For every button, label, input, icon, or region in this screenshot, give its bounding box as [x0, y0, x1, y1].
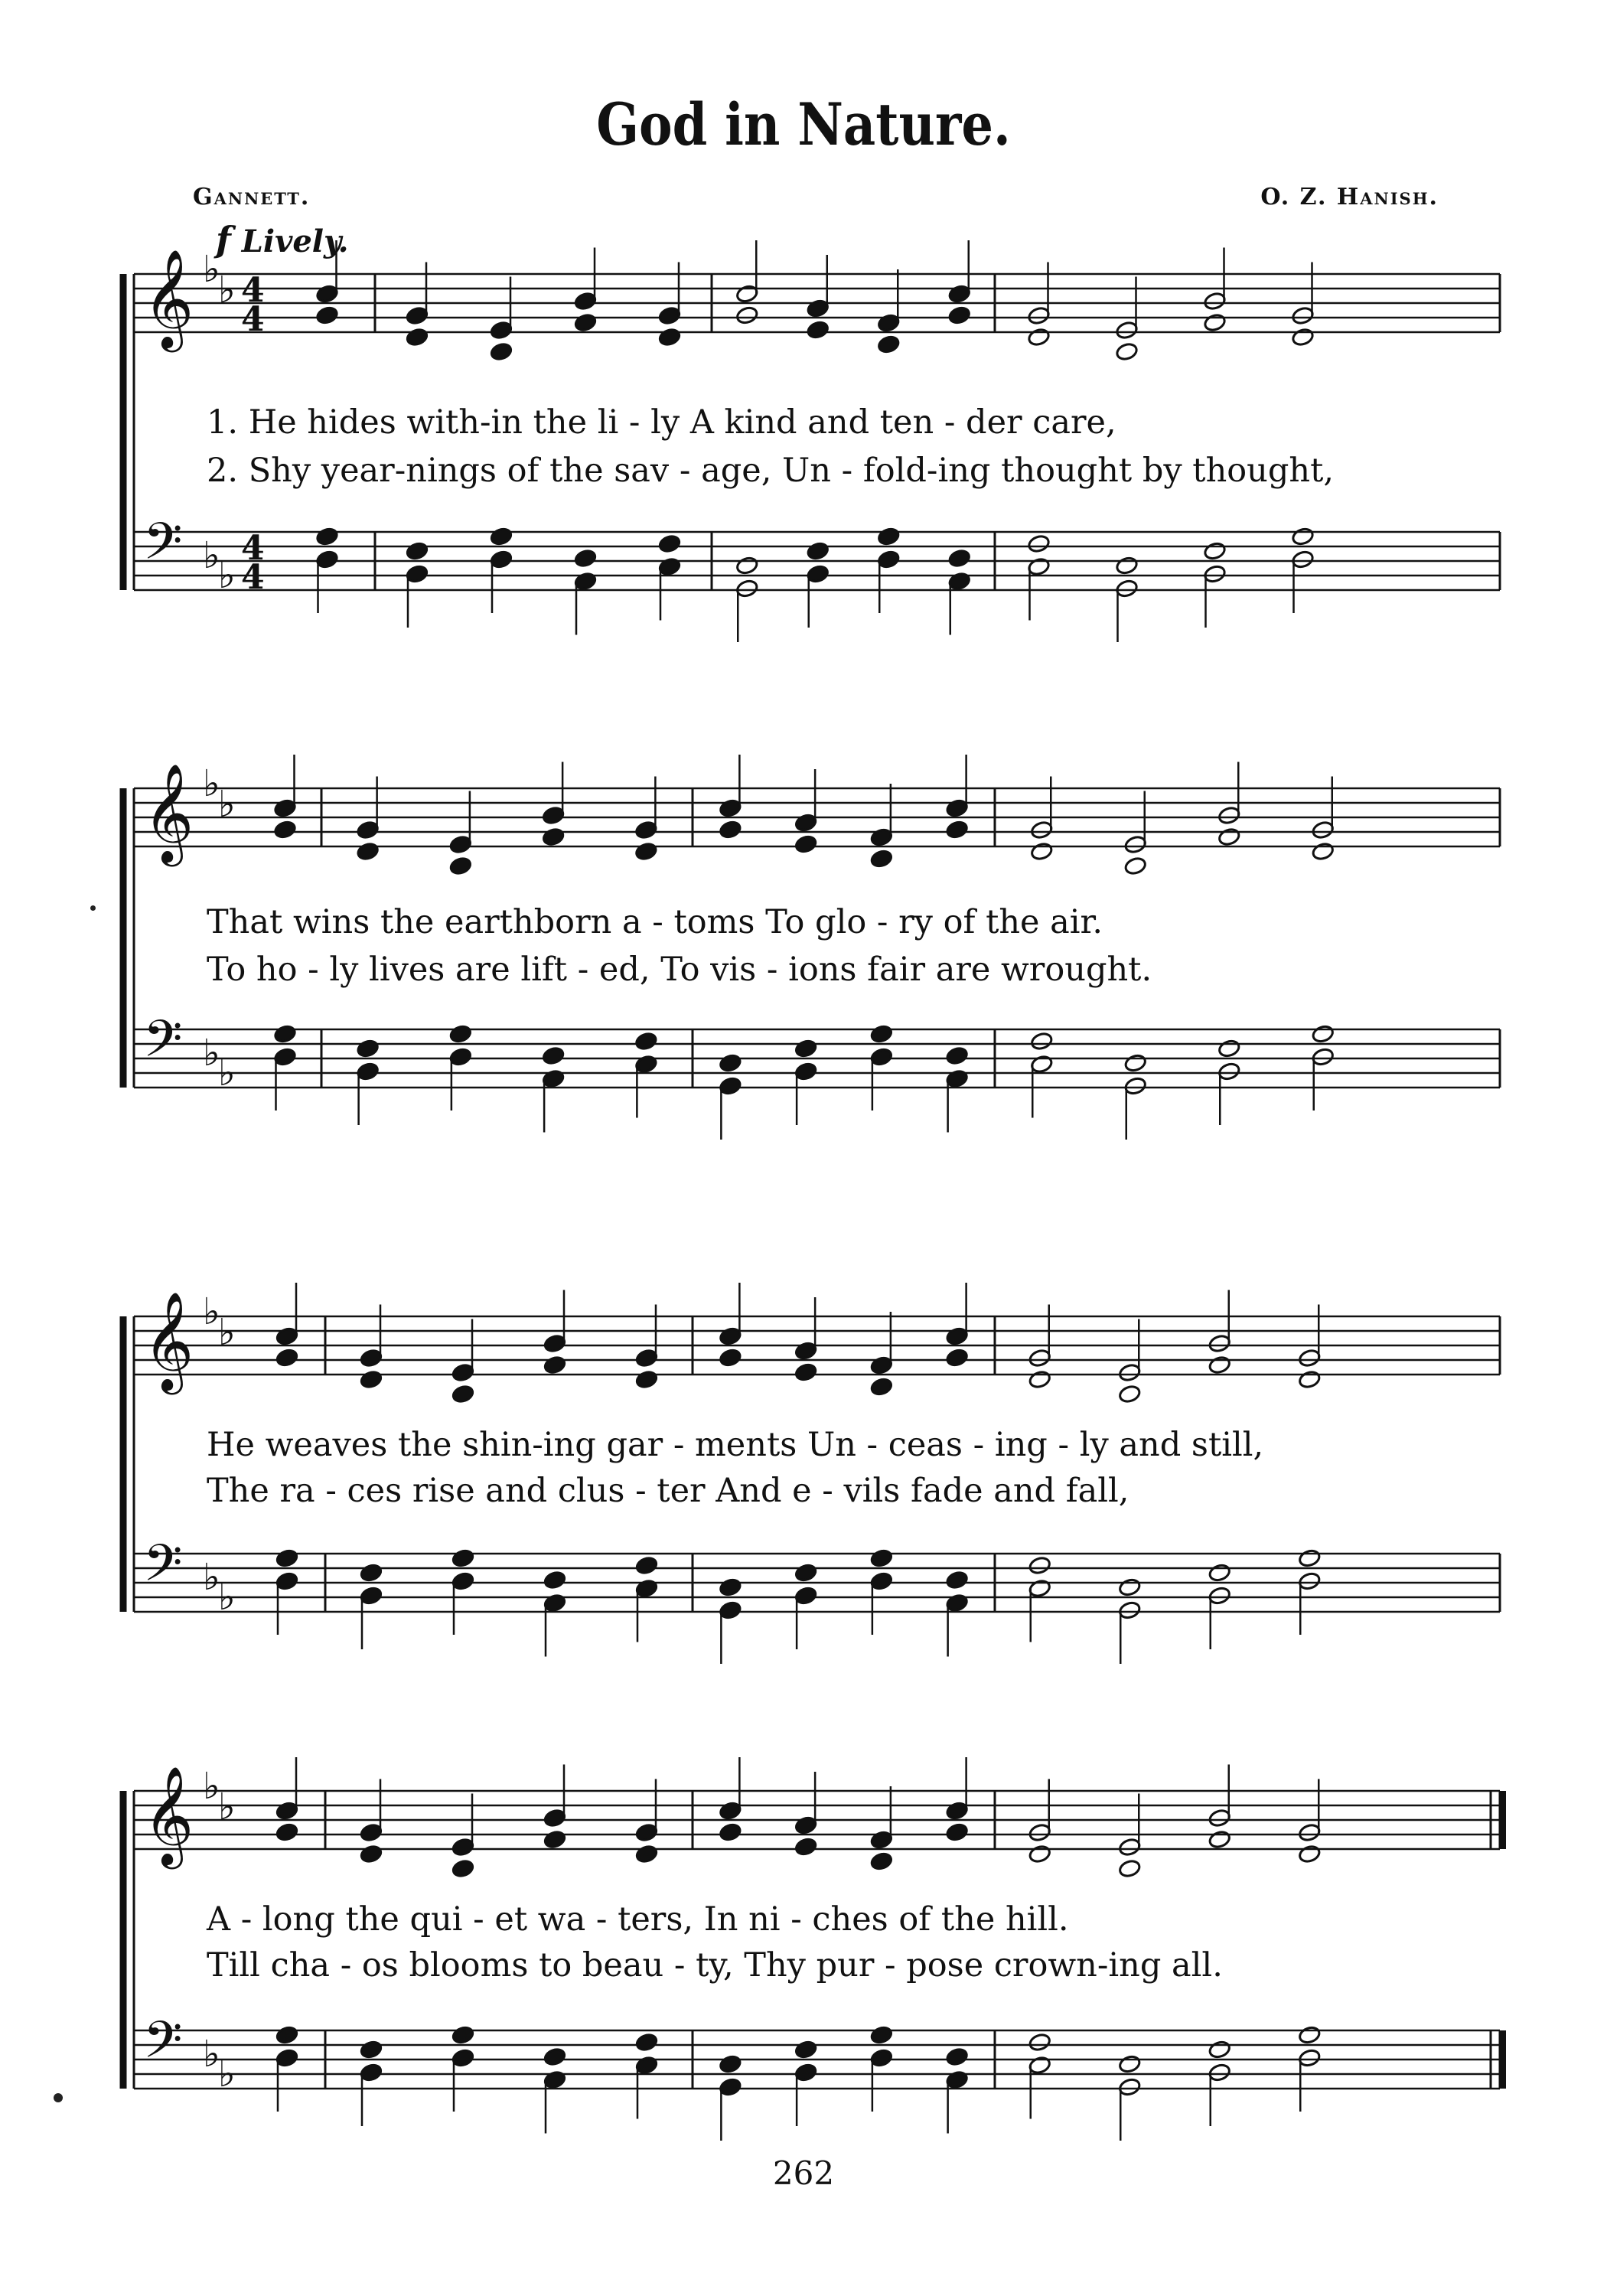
lyric-verse-2: 2. Shy year-nings of the sav - age, Un - fold-ing thought by thought,: [207, 452, 1335, 490]
note-head: [315, 284, 339, 304]
note-head: [719, 1348, 742, 1368]
note-head: [1208, 1355, 1231, 1375]
note-head: [356, 820, 380, 840]
lyric-verse-1: 1. He hides with-in the li - ly A kind and ten - der care,: [207, 403, 1116, 442]
note-head: [794, 1586, 818, 1606]
margin-dot: [90, 905, 96, 911]
note-head: [490, 527, 513, 546]
note-head: [870, 1548, 894, 1568]
flat-icon: ♭: [203, 2033, 220, 2076]
note-head: [1203, 292, 1227, 311]
note-head: [945, 2070, 969, 2090]
note-head: [1208, 2040, 1231, 2060]
note-head: [1118, 2077, 1142, 2097]
lyric-verse-2: The ra - ces rise and clus - ter And e - vils fade and fall,: [207, 1472, 1129, 1510]
note-head: [947, 305, 971, 325]
note-head: [635, 1349, 659, 1368]
note-head: [794, 834, 818, 854]
note-head: [870, 1377, 894, 1397]
note-head: [806, 564, 830, 584]
music-system-4: [0, 1741, 1607, 2277]
note-head: [719, 1053, 742, 1073]
note-head: [1208, 1586, 1231, 1606]
staff-graphic: [0, 750, 1607, 1286]
note-head: [735, 284, 759, 304]
note-head: [635, 1844, 659, 1864]
note-head: [1027, 557, 1051, 577]
note-head: [719, 798, 742, 818]
flat-icon: ♭: [218, 554, 236, 597]
note-head: [451, 1859, 475, 1879]
staff-graphic: [0, 1741, 1607, 2277]
note-head: [1311, 820, 1335, 840]
note-head: [1115, 342, 1139, 362]
note-head: [360, 1349, 383, 1368]
note-head: [1027, 306, 1051, 326]
treble-clef-icon: 𝄞: [143, 249, 194, 348]
note-head: [806, 298, 830, 318]
note-head: [1123, 856, 1147, 876]
note-head: [1027, 534, 1051, 554]
bass-clef-icon: 𝄢: [143, 512, 183, 583]
note-head: [360, 1823, 383, 1843]
note-head: [1208, 2063, 1231, 2082]
note-head: [870, 1355, 894, 1375]
note-head: [947, 572, 971, 592]
note-head: [719, 1600, 742, 1620]
note-head: [870, 849, 894, 869]
note-head: [794, 2040, 818, 2060]
treble-clef-icon: 𝄞: [143, 1766, 194, 1865]
note-head: [634, 820, 658, 840]
note-head: [658, 534, 682, 554]
margin-dot: [54, 2093, 63, 2102]
note-head: [360, 1563, 383, 1583]
staff-lines-group: [123, 755, 1500, 1140]
note-head: [1298, 1548, 1322, 1568]
flat-icon: ♭: [203, 1765, 220, 1808]
note-head: [1217, 1039, 1241, 1058]
note-head: [735, 305, 759, 325]
note-head: [449, 856, 473, 876]
note-head: [1291, 328, 1315, 347]
note-head: [945, 1570, 969, 1590]
note-head: [1118, 2054, 1142, 2074]
lyric-verse-1: He weaves the shin-ing gar - ments Un - ceas - ing - ly and still,: [207, 1426, 1264, 1464]
treble-clef-icon: 𝄞: [143, 1291, 194, 1391]
note-head: [542, 827, 566, 847]
note-head: [794, 1563, 818, 1583]
note-head: [1291, 306, 1315, 326]
note-head: [1115, 579, 1139, 598]
note-head: [490, 321, 513, 341]
note-head: [360, 2040, 383, 2060]
note-head: [719, 2054, 742, 2074]
note-head: [1118, 1577, 1142, 1597]
note-head: [1291, 527, 1315, 546]
note-head: [635, 1823, 659, 1843]
note-head: [870, 1047, 894, 1067]
flat-icon: ♭: [218, 1311, 236, 1354]
note-head: [1028, 2056, 1051, 2076]
time-signature-top: 4: [241, 271, 265, 310]
note-head: [1028, 1844, 1051, 1864]
flat-icon: ♭: [203, 534, 220, 577]
note-head: [451, 1838, 475, 1857]
note-head: [275, 1548, 299, 1568]
note-head: [1203, 541, 1227, 561]
note-head: [1123, 835, 1147, 855]
note-head: [315, 305, 339, 325]
note-head: [542, 806, 566, 826]
note-head: [806, 320, 830, 340]
note-head: [945, 820, 969, 840]
note-head: [870, 1851, 894, 1871]
note-head: [1030, 1032, 1054, 1052]
note-head: [1298, 1823, 1322, 1843]
note-head: [635, 2033, 659, 2053]
lyricist-credit: Gannett.: [193, 184, 311, 210]
note-head: [870, 2025, 894, 2045]
note-head: [870, 827, 894, 847]
note-head: [635, 1370, 659, 1390]
note-head: [360, 1586, 383, 1606]
note-head: [1123, 1076, 1147, 1096]
note-head: [877, 550, 901, 569]
note-head: [634, 842, 658, 862]
note-head: [719, 1822, 742, 1842]
note-head: [635, 2056, 659, 2076]
note-head: [1118, 1600, 1142, 1620]
staff-graphic: [0, 1274, 1607, 1810]
note-head: [794, 2063, 818, 2082]
note-head: [275, 1348, 299, 1368]
note-head: [870, 1571, 894, 1591]
note-head: [574, 572, 598, 592]
note-head: [806, 541, 830, 561]
note-head: [449, 1047, 473, 1067]
note-head: [947, 284, 971, 304]
note-head: [490, 550, 513, 569]
note-head: [543, 2070, 567, 2090]
note-head: [1298, 2048, 1322, 2068]
note-head: [877, 527, 901, 546]
composer-credit: O. Z. Hanish.: [1260, 184, 1439, 210]
note-head: [1123, 1053, 1147, 1073]
note-head: [870, 2048, 894, 2068]
note-head: [542, 1046, 566, 1066]
note-head: [275, 2025, 299, 2045]
note-head: [574, 292, 598, 311]
note-head: [1030, 842, 1054, 862]
note-head: [275, 1571, 299, 1591]
flat-icon: ♭: [218, 1786, 236, 1828]
note-head: [719, 1326, 742, 1346]
treble-clef-icon: 𝄞: [143, 763, 194, 863]
flat-icon: ♭: [203, 1032, 220, 1075]
note-head: [451, 2048, 475, 2068]
note-head: [1027, 328, 1051, 347]
note-head: [1028, 1370, 1051, 1390]
note-head: [945, 1822, 969, 1842]
note-head: [360, 1370, 383, 1390]
note-head: [658, 306, 682, 326]
note-head: [543, 2047, 567, 2067]
staff-graphic: [0, 230, 1607, 765]
note-head: [451, 1384, 475, 1404]
note-head: [719, 2077, 742, 2097]
note-head: [451, 1571, 475, 1591]
time-signature-bottom: 4: [241, 300, 265, 339]
note-head: [315, 527, 339, 546]
note-head: [945, 1348, 969, 1368]
time-signature-top: 4: [241, 529, 265, 568]
note-head: [574, 313, 598, 333]
note-head: [1311, 1024, 1335, 1044]
lyric-verse-2: Till cha - os blooms to beau - ty, Thy pur - pose crown-ing all.: [207, 1946, 1223, 1985]
note-head: [794, 813, 818, 833]
flat-icon: ♭: [218, 1576, 236, 1619]
note-head: [1118, 1384, 1142, 1404]
note-head: [1311, 1047, 1335, 1067]
note-head: [945, 1801, 969, 1821]
note-head: [543, 1808, 567, 1828]
music-system-1: [0, 230, 1607, 765]
note-head: [947, 549, 971, 569]
note-head: [275, 1822, 299, 1842]
note-head: [658, 328, 682, 347]
note-head: [1298, 1349, 1322, 1368]
note-head: [406, 564, 429, 584]
note-head: [406, 328, 429, 347]
bass-clef-icon: 𝄢: [143, 1009, 183, 1081]
tempo-text: Lively.: [241, 223, 349, 259]
note-head: [449, 1024, 473, 1044]
note-head: [1217, 806, 1241, 826]
note-head: [360, 2063, 383, 2082]
note-head: [1030, 820, 1054, 840]
note-head: [1208, 1808, 1231, 1828]
note-head: [1203, 564, 1227, 584]
note-head: [945, 1326, 969, 1346]
note-head: [1028, 1349, 1051, 1368]
note-head: [877, 313, 901, 333]
flat-icon: ♭: [218, 269, 236, 311]
note-head: [945, 1593, 969, 1613]
bass-clef-icon: 𝄢: [143, 1534, 183, 1605]
bass-clef-icon: 𝄢: [143, 2011, 183, 2082]
note-head: [634, 1055, 658, 1075]
flat-icon: ♭: [203, 1290, 220, 1333]
note-head: [273, 820, 297, 840]
note-head: [1311, 842, 1335, 862]
note-head: [945, 2047, 969, 2067]
note-head: [1115, 556, 1139, 576]
note-head: [1298, 1370, 1322, 1390]
note-head: [542, 1069, 566, 1089]
note-head: [543, 1593, 567, 1613]
dynamic-marking: f: [216, 219, 231, 260]
flat-icon: ♭: [203, 762, 220, 805]
flat-icon: ♭: [203, 1556, 220, 1599]
note-head: [870, 1830, 894, 1850]
lyric-verse-1: A - long the qui - et wa - ters, In ni - ches of the hill.: [207, 1900, 1069, 1939]
flat-icon: ♭: [218, 2053, 236, 2095]
note-head: [1030, 1055, 1054, 1075]
lyric-verse-2: To ho - ly lives are lift - ed, To vis - ions fair are wrought.: [207, 951, 1152, 989]
note-head: [719, 1577, 742, 1597]
note-head: [794, 1062, 818, 1081]
note-head: [719, 1076, 742, 1096]
note-head: [1203, 313, 1227, 333]
music-system-3: [0, 1274, 1607, 1810]
hymn-title: God in Nature.: [596, 90, 1011, 158]
note-head: [451, 1548, 475, 1568]
note-head: [1298, 1844, 1322, 1864]
note-head: [1291, 550, 1315, 569]
note-head: [794, 1341, 818, 1361]
time-signature-bottom: 4: [241, 558, 265, 597]
note-head: [1298, 2025, 1322, 2045]
note-head: [794, 1815, 818, 1835]
note-head: [356, 1039, 380, 1058]
flat-icon: ♭: [218, 1052, 236, 1094]
note-head: [1028, 1823, 1051, 1843]
note-head: [719, 1801, 742, 1821]
note-head: [406, 541, 429, 561]
note-head: [877, 334, 901, 354]
flat-icon: ♭: [218, 783, 236, 826]
note-head: [543, 1355, 567, 1375]
note-head: [406, 306, 429, 326]
note-head: [1118, 1363, 1142, 1383]
note-head: [360, 1844, 383, 1864]
note-head: [1028, 1579, 1051, 1599]
note-head: [735, 579, 759, 598]
note-head: [635, 1579, 659, 1599]
note-head: [1028, 1556, 1051, 1576]
page-number: 262: [772, 2154, 835, 2192]
note-head: [273, 1024, 297, 1044]
note-head: [449, 835, 473, 855]
note-head: [1208, 1830, 1231, 1850]
note-head: [451, 1363, 475, 1383]
note-head: [275, 1326, 299, 1346]
note-head: [275, 1801, 299, 1821]
note-head: [735, 556, 759, 576]
note-head: [543, 1830, 567, 1850]
note-head: [273, 798, 297, 818]
note-head: [275, 2048, 299, 2068]
note-head: [356, 842, 380, 862]
note-head: [719, 820, 742, 840]
note-head: [794, 1039, 818, 1058]
note-head: [945, 798, 969, 818]
note-head: [945, 1069, 969, 1089]
note-head: [1118, 1859, 1142, 1879]
note-head: [1298, 1571, 1322, 1591]
note-head: [1208, 1334, 1231, 1354]
note-head: [635, 1556, 659, 1576]
note-head: [870, 1024, 894, 1044]
note-head: [543, 1334, 567, 1354]
note-head: [634, 1032, 658, 1052]
note-head: [794, 1362, 818, 1382]
note-head: [1115, 321, 1139, 341]
note-head: [1118, 1838, 1142, 1857]
note-head: [1208, 1563, 1231, 1583]
note-head: [658, 557, 682, 577]
note-head: [1217, 827, 1241, 847]
note-head: [543, 1570, 567, 1590]
note-head: [315, 550, 339, 569]
flat-icon: ♭: [203, 248, 220, 291]
note-head: [945, 1046, 969, 1066]
note-head: [356, 1062, 380, 1081]
note-head: [794, 1837, 818, 1857]
note-head: [451, 2025, 475, 2045]
note-head: [1217, 1062, 1241, 1081]
note-head: [574, 549, 598, 569]
lyric-verse-1: That wins the earthborn a - toms To glo - ry of the air.: [207, 903, 1103, 941]
note-head: [490, 342, 513, 362]
music-system-2: [0, 750, 1607, 1286]
note-head: [1028, 2033, 1051, 2053]
note-head: [273, 1047, 297, 1067]
